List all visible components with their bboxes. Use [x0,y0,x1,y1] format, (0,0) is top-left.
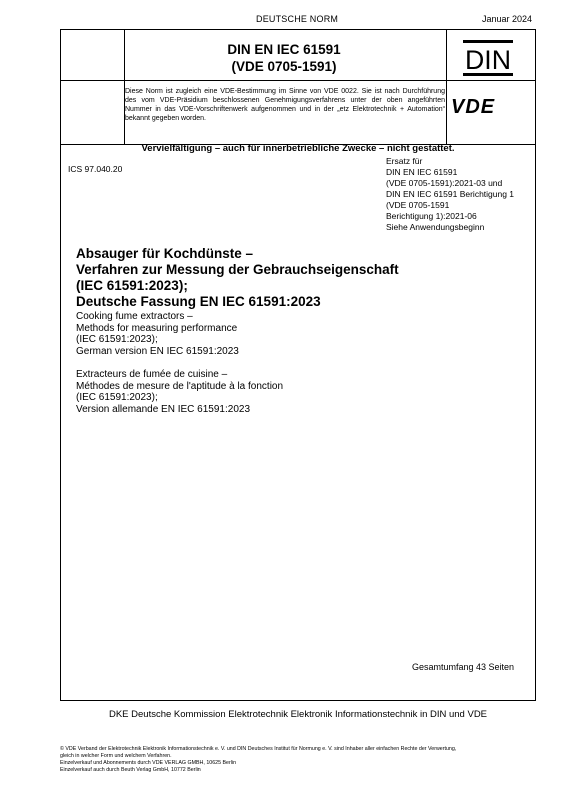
title-french-line: Version allemande EN IEC 61591:2023 [76,403,251,415]
replacement-line: (VDE 0705-1591 [386,200,450,210]
frame-divider-right [446,30,447,144]
title-french-line: Extracteurs de fumée de cuisine – [76,369,228,380]
title-german-line: Deutsche Fassung EN IEC 61591:2023 [76,294,321,309]
footer-line: Einzelverkauf auch durch Beuth Verlag GmbH, 10772 Berlin [60,767,201,773]
title-german [76,246,399,310]
reproduction-note: Vervielfältigung – auch für innerbetriebliche Zwecke – nicht gestattet. [141,143,455,154]
vde-logo: VDE [451,96,496,118]
footer-line: gleich in welcher Form und welchem Verfahren. [60,753,172,759]
replacement-line: Ersatz für [386,156,423,166]
vde-classification: (VDE 0705-1591) [231,59,337,74]
cover-frame [60,29,536,701]
committee-line: DKE Deutsche Kommission Elektrotechnik Elektronik Informationstechnik in DIN und VDE [108,709,488,720]
title-french-line: Méthodes de mesure de l'aptitude à la fonction [76,380,284,392]
title-german-line: Verfahren zur Messung der Gebrauchseigenschaft [76,262,399,277]
footer-line: © VDE Verband der Elektrotechnik Elektronik Informationstechnik e. V. und DIN Deutsches Institut für Normung e. V. sind Inhaber aller einfachen Rechte der Verwertung, [60,746,457,752]
replacement-line: Berichtigung 1):2021-06 [386,211,477,221]
title-german-line: Absauger für Kochdünste – [76,246,254,261]
copyright-footer [60,746,536,774]
din-logo [462,39,514,77]
din-logo-text: DIN [465,45,511,75]
replacement-line: DIN EN IEC 61591 [386,167,458,177]
title-english-line: Methods for measuring performance [76,322,238,334]
replacement-line: Siehe Anwendungsbeginn [386,222,485,232]
standard-number-block [126,41,442,75]
title-english-line: (IEC 61591:2023); [76,334,158,345]
total-pages: Gesamtumfang 43 Seiten [412,662,515,672]
standard-number: DIN EN IEC 61591 [227,42,341,57]
document-type: DEUTSCHE NORM [256,14,339,24]
footer-line: Einzelverkauf und Abonnements durch VDE VERLAG GMBH, 10625 Berlin [60,760,237,766]
replacement-block [386,156,514,233]
title-french [76,369,283,415]
title-french-line: (IEC 61591:2023); [76,392,158,403]
frame-divider-h1 [61,80,535,81]
title-english [76,311,239,357]
ics-code: ICS 97.040.20 [68,164,123,174]
title-english-line: German version EN IEC 61591:2023 [76,345,239,357]
publication-date: Januar 2024 [482,14,533,24]
title-english-line: Cooking fume extractors – [76,311,193,322]
vde-note: Diese Norm ist zugleich eine VDE-Bestimmung im Sinne von VDE 0022. Sie ist nach Durchführung des vom VDE-Präsidium beschlossenen Genehmigungsverfahrens unter der oben angeführten Nummer in das VDE-Vorschriftenwerk aufgenommen und in der „etz Elektrotechnik + Automation“ bekannt gegeben worden. [125,88,445,122]
title-german-line: (IEC 61591:2023); [76,278,188,293]
replacement-line: DIN EN IEC 61591 Berichtigung 1 [386,189,515,199]
replacement-line: (VDE 0705-1591):2021-03 und [386,178,503,188]
